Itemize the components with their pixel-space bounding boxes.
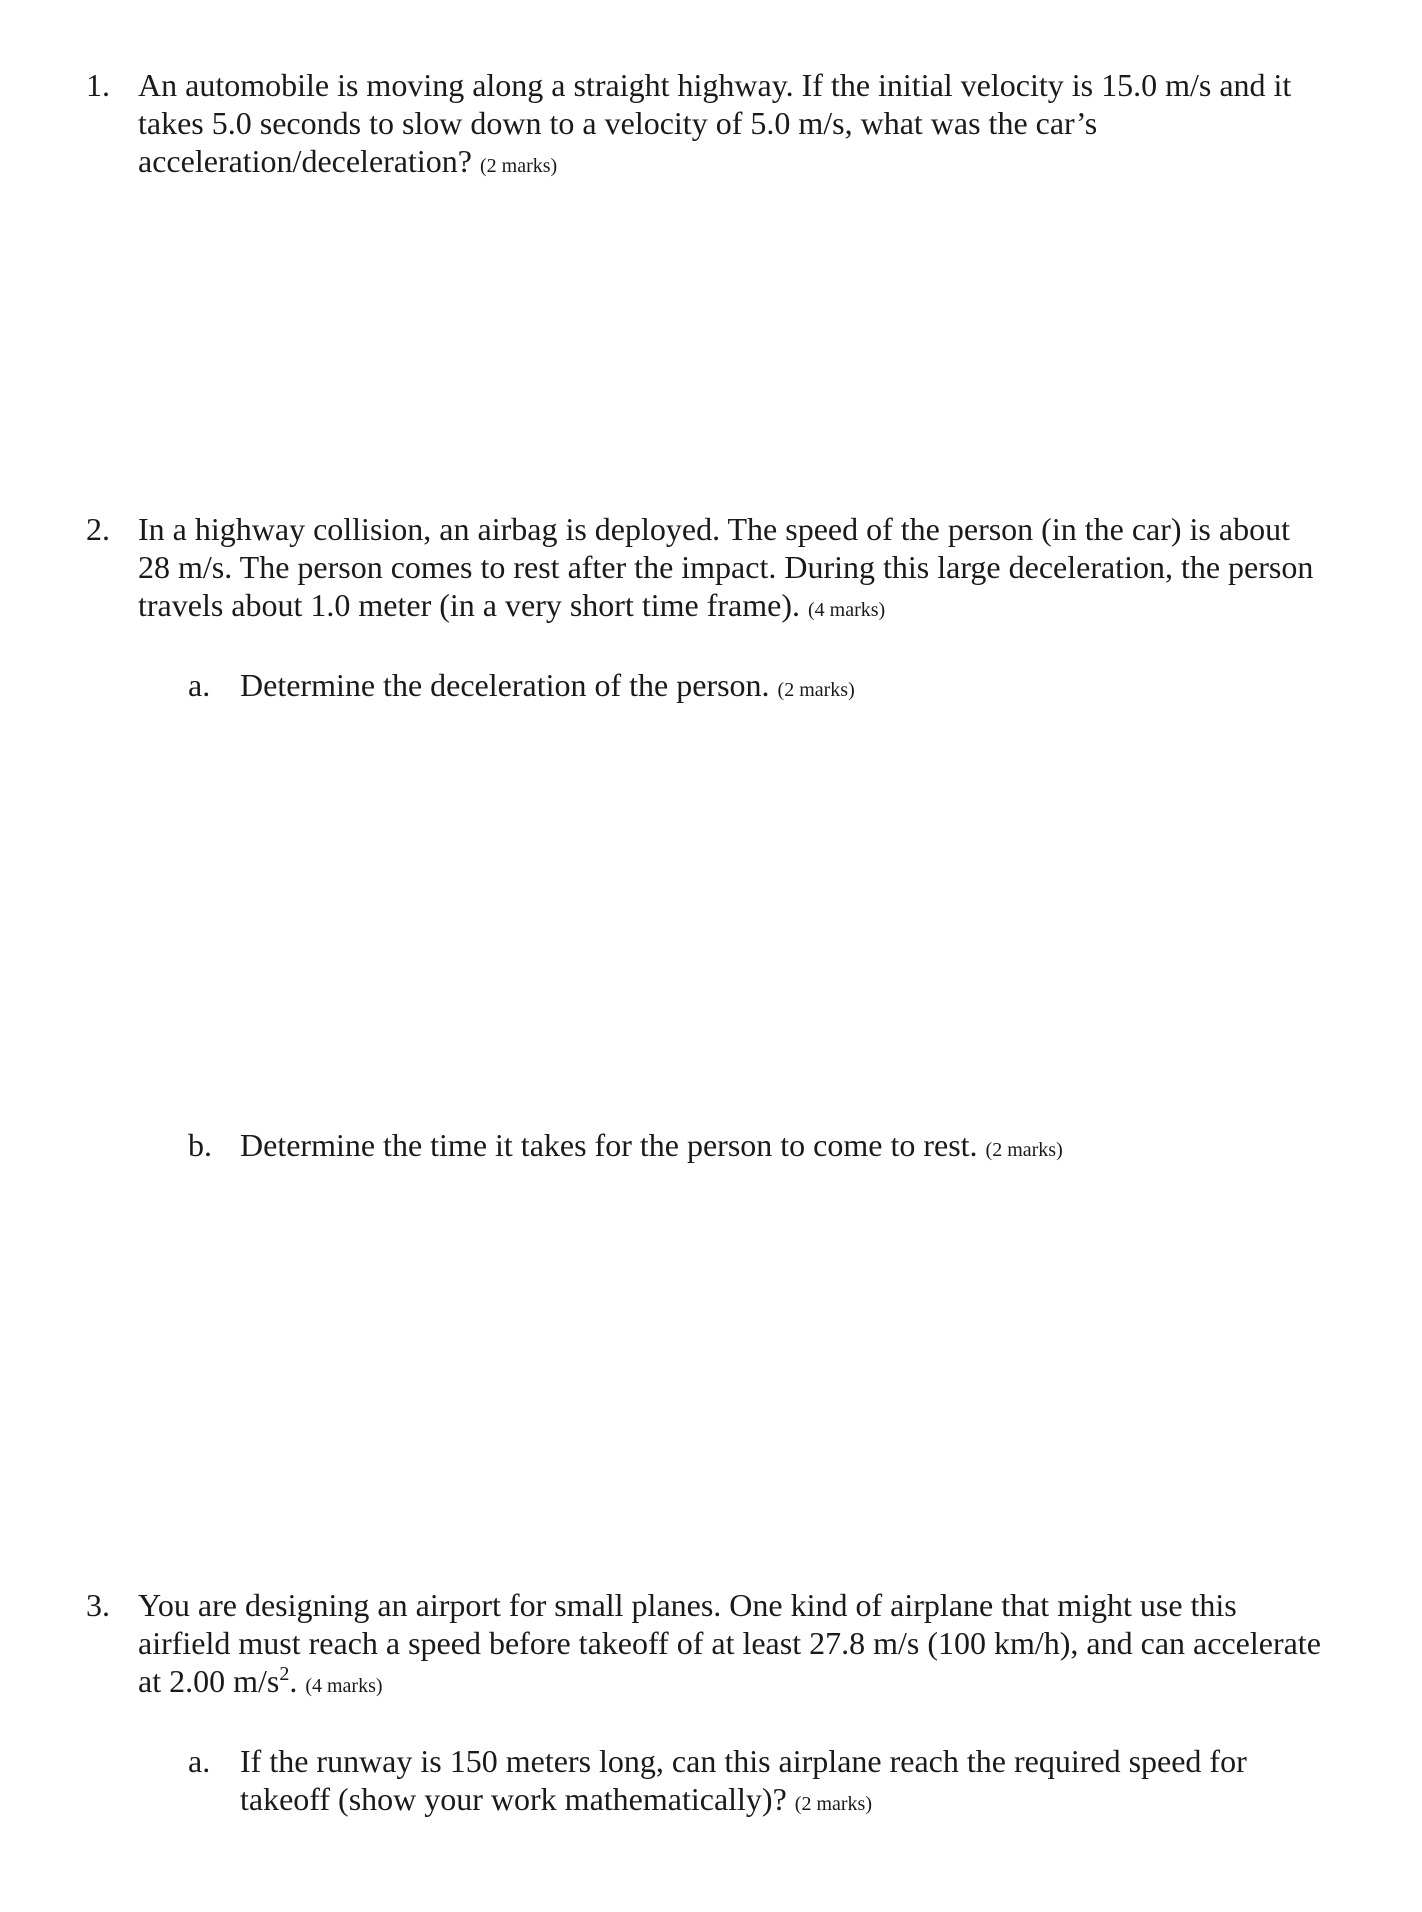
part-letter: b. — [188, 1127, 212, 1163]
question-2 — [86, 510, 1326, 629]
question-number: 1. — [86, 67, 110, 103]
marks-label: (4 marks) — [807, 599, 886, 621]
question-prompt: In a highway collision, an airbag is deployed. The speed of the person (in the car) is about 28 m/s. The person comes to rest after the impact. During this large deceleration, the person travels about 1.0 meter (in a very short time frame). — [138, 511, 1314, 623]
part-prompt: Determine the deceleration of the person. — [240, 667, 770, 703]
question-text — [138, 66, 1326, 185]
question-2b — [188, 1126, 1328, 1169]
part-text — [240, 1742, 1328, 1823]
part-letter: a. — [188, 1743, 211, 1779]
question-2a — [188, 666, 1328, 709]
part-prompt: Determine the time it takes for the person to come to rest. — [240, 1127, 978, 1163]
part-letter: a. — [188, 667, 211, 703]
marks-label: (2 marks) — [794, 1793, 872, 1815]
part-text — [240, 666, 1328, 709]
question-3 — [86, 1586, 1326, 1705]
question-number: 2. — [86, 511, 110, 547]
marks-label: (2 marks) — [985, 1139, 1063, 1161]
question-prompt: An automobile is moving along a straight highway. If the initial velocity is 15.0 m/s and it takes 5.0 seconds to slow down to a velocity of 5.0 m/s, what was the car’s acceleration/deceleration? — [138, 67, 1292, 179]
question-number: 3. — [86, 1587, 110, 1623]
question-prompt-end: . — [289, 1663, 298, 1699]
marks-label: (4 marks) — [305, 1675, 383, 1697]
question-prompt: You are designing an airport for small planes. One kind of airplane that might use this airfield must reach a speed before takeoff of at least 27.8 m/s (100 km/h), and can accelerate at 2.00 m/s — [138, 1587, 1321, 1699]
question-3a — [188, 1742, 1328, 1823]
question-1 — [86, 66, 1326, 185]
marks-label: (2 marks) — [479, 155, 558, 177]
question-text — [138, 510, 1326, 629]
superscript: 2 — [279, 1663, 290, 1685]
marks-label: (2 marks) — [777, 679, 855, 701]
part-prompt: If the runway is 150 meters long, can this airplane reach the required speed for takeoff (show your work mathematically)? — [240, 1743, 1247, 1817]
part-text — [240, 1126, 1328, 1169]
question-text — [138, 1586, 1326, 1705]
